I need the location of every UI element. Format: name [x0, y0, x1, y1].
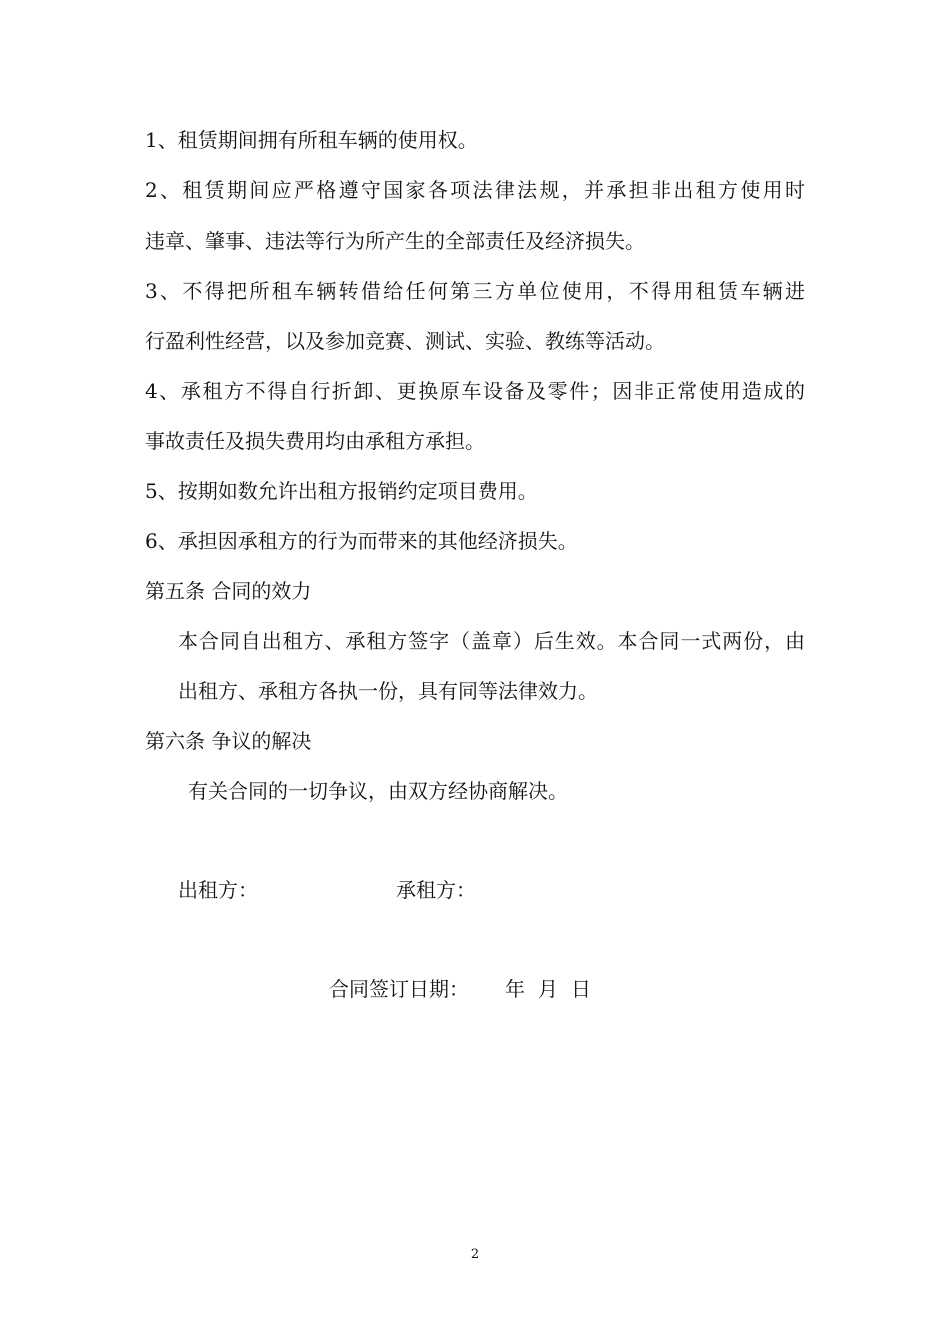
clause-4-line-2: 事故责任及损失费用均由承租方承担。	[145, 429, 485, 453]
article-5-line-1: 本合同自出租方、承租方签字（盖章）后生效。本合同一式两份，由	[178, 629, 805, 653]
clause-3-line-1: 3、不得把所租车辆转借给任何第三方单位使用，不得用租赁车辆进	[145, 279, 805, 303]
page-number: 2	[470, 1247, 480, 1262]
clause-5-line-1: 5、按期如数允许出租方报销约定项目费用。	[145, 479, 538, 503]
sign-date-year: 年	[505, 977, 525, 1001]
article-5-heading: 第五条 合同的效力	[145, 579, 312, 603]
sign-date-label: 合同签订日期：	[329, 977, 469, 1001]
lessee-signature-label: 承租方：	[396, 878, 476, 902]
article-6-heading: 第六条 争议的解决	[145, 729, 312, 753]
sign-date-day: 日	[571, 977, 591, 1001]
lessor-signature-label: 出租方：	[178, 878, 258, 902]
clause-3-line-2: 行盈利性经营，以及参加竞赛、测试、实验、教练等活动。	[145, 329, 665, 353]
clause-2-line-2: 违章、肇事、违法等行为所产生的全部责任及经济损失。	[145, 229, 645, 253]
article-6-body: 有关合同的一切争议，由双方经协商解决。	[188, 779, 568, 803]
clause-6-line-1: 6、承担因承租方的行为而带来的其他经济损失。	[145, 529, 578, 553]
clause-1-line-1: 1、租赁期间拥有所租车辆的使用权。	[145, 128, 478, 152]
clause-4-line-1: 4、承租方不得自行折卸、更换原车设备及零件；因非正常使用造成的	[145, 379, 805, 403]
article-5-line-2: 出租方、承租方各执一份，具有同等法律效力。	[178, 679, 598, 703]
clause-2-line-1: 2、租赁期间应严格遵守国家各项法律法规，并承担非出租方使用时	[145, 178, 805, 202]
sign-date-month: 月	[538, 977, 558, 1001]
